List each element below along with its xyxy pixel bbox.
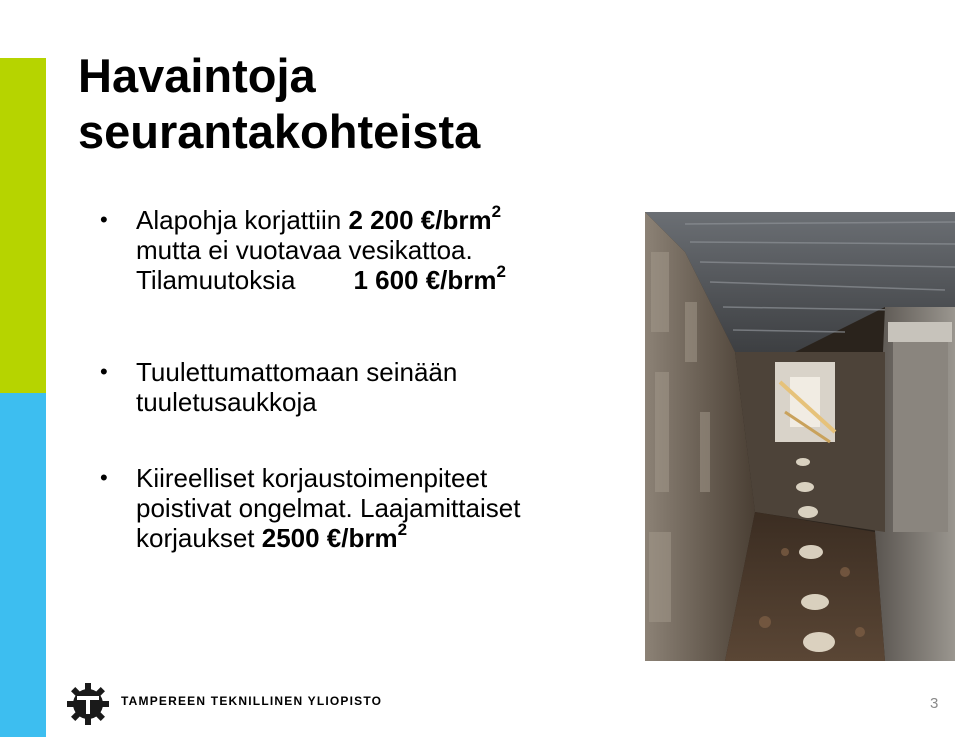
bullet-marker: • [100, 465, 108, 490]
bullet-marker: • [100, 207, 108, 232]
organization-name: TAMPEREEN TEKNILLINEN YLIOPISTO [121, 694, 383, 708]
crawlspace-photo [645, 212, 955, 661]
cost-value: 2500 €/brm [261, 523, 398, 553]
bullet-item-repairs [100, 463, 630, 553]
bullet-text: Kiireelliset korjaustoimenpiteet [136, 463, 488, 493]
side-stripe-white [0, 0, 46, 58]
side-stripe-green [0, 58, 46, 393]
cost-value: 1 600 €/brm [353, 265, 497, 295]
slide-title [78, 48, 678, 160]
cost-superscript: 2 [491, 202, 502, 222]
bullet-text: korjaukset [136, 523, 262, 553]
bullet-list [100, 202, 630, 553]
bullet-text: Tuulettumattomaan seinään [136, 357, 458, 387]
bullet-text: tuuletusaukkoja [136, 387, 317, 417]
bullet-text: mutta ei vuotavaa vesikattoa. [136, 235, 473, 265]
bullet-text: Tilamuutoksia [136, 265, 296, 295]
bullet-item-ventilation [100, 357, 630, 417]
title-line-1: Havaintoja [78, 49, 316, 102]
title-line-2: seurantakohteista [78, 105, 481, 158]
side-stripe-blue [0, 393, 46, 737]
bullet-text: poistivat ongelmat. Laajamittaiset [136, 493, 521, 523]
bullet-text: Alapohja korjattiin [136, 205, 349, 235]
cost-value: 2 200 €/brm [348, 205, 492, 235]
cost-superscript: 2 [397, 520, 408, 540]
bullet-item-foundation [100, 202, 630, 295]
bullet-marker: • [100, 359, 108, 384]
page-number: 3 [930, 695, 939, 712]
cost-superscript: 2 [496, 262, 506, 282]
gear-logo-icon [66, 682, 110, 726]
